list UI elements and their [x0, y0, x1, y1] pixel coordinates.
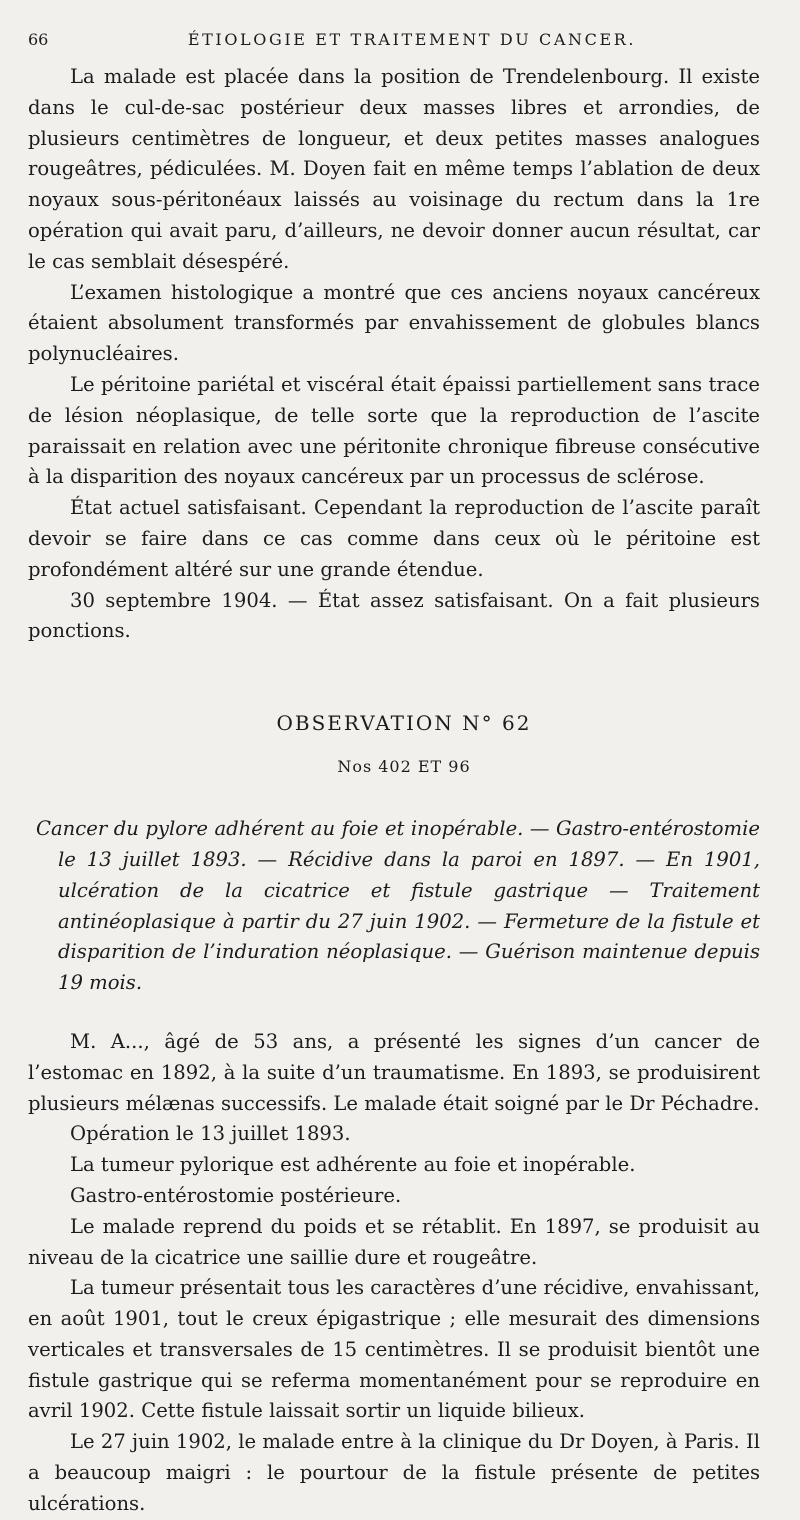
paragraph: L’examen histologique a montré que ces anciens noyaux cancéreux étaient absolument transformés par envahissement de globules blancs polynucléaires. — [28, 280, 760, 366]
paragraph: Le 27 juin 1902, le malade entre à la clinique du Dr Doyen, à Paris. Il a beaucoup maigri : le pourtour de la fistule présente de petites ulcérations. — [28, 1430, 760, 1515]
paragraph: Gastro-entérostomie postérieure. — [70, 1183, 402, 1207]
observation-heading: OBSERVATION N° 62 — [276, 711, 532, 736]
paragraph: La tumeur pylorique est adhérente au foie et inopérable. — [70, 1153, 636, 1177]
running-header — [28, 22, 760, 62]
paragraph: État actuel satisfaisant. Cependant la reproduction de l’ascite paraît devoir se faire dans ce cas comme dans ceux où le péritoine est profondément altéré sur une grande étendue. — [28, 496, 760, 581]
summary-text: Cancer du pylore adhérent au foie et inopérable. — Gastro-entérostomie le 13 juillet 1893. — Récidive dans la paroi en 1897. — En 1901, ulcération de la cicatrice et fistule gastrique — Traitement antinéoplasique à partir du 27 juin 1902. — Fermeture de la fistule et disparition de l’induration néoplasique. — Guérison maintenue depuis 19 mois. — [36, 817, 760, 995]
paragraph: Opération le 13 juillet 1893. — [70, 1122, 351, 1146]
page-number: 66 — [28, 30, 49, 49]
paragraph: M. A..., âgé de 53 ans, a présenté les signes d’un cancer de l’estomac en 1892, à la suite d’un traumatisme. En 1893, se produisirent plusieurs mélænas successifs. Le malade était soigné par le Dr Péchadre. — [28, 1029, 760, 1115]
case-continuation — [28, 62, 760, 647]
paragraph: La tumeur présentait tous les caractères d’une récidive, envahissant, en août 1901, tout le creux épigastrique ; elle mesurait des dimensions verticales et transversales de 15 centimètres. Il se produisit bientôt une fistule gastrique qui se referma momentanément pour se reproduire en avril 1902. Cette fistule laissait sortir un liquide bilieux. — [28, 1276, 760, 1423]
paragraph: Le péritoine pariétal et viscéral était épaissi partiellement sans trace de lésion néoplasique, de telle sorte que la reproduction de l’ascite paraissait en relation avec une péritonite chronique fibreuse consécutive à la disparition des noyaux cancéreux par un processus de sclérose. — [28, 372, 760, 489]
observation-summary — [28, 814, 760, 999]
observation-body — [28, 1027, 760, 1520]
paragraph: 30 septembre 1904. — État assez satisfaisant. On a fait plusieurs ponctions. — [28, 588, 760, 643]
paragraph: Le malade reprend du poids et se rétablit. En 1897, se produisit au niveau de la cicatrice une saillie dure et rougeâtre. — [28, 1214, 760, 1269]
running-title: ÉTIOLOGIE ET TRAITEMENT DU CANCER. — [187, 30, 637, 49]
paragraph: La malade est placée dans la position de Trendelenbourg. Il existe dans le cul-de-sac postérieur deux masses libres et arrondies, de plusieurs centimètres de longueur, et deux petites masses analogues rougeâtres, pédiculées. M. Doyen fait en même temps l’ablation de deux noyaux sous-péritonéaux laissés au voisinage du rectum dans la 1re opération qui avait paru, d’ailleurs, ne devoir donner aucun résultat, car le cas semblait désespéré. — [28, 65, 760, 273]
observation-case-numbers: Nos 402 ET 96 — [337, 757, 471, 777]
